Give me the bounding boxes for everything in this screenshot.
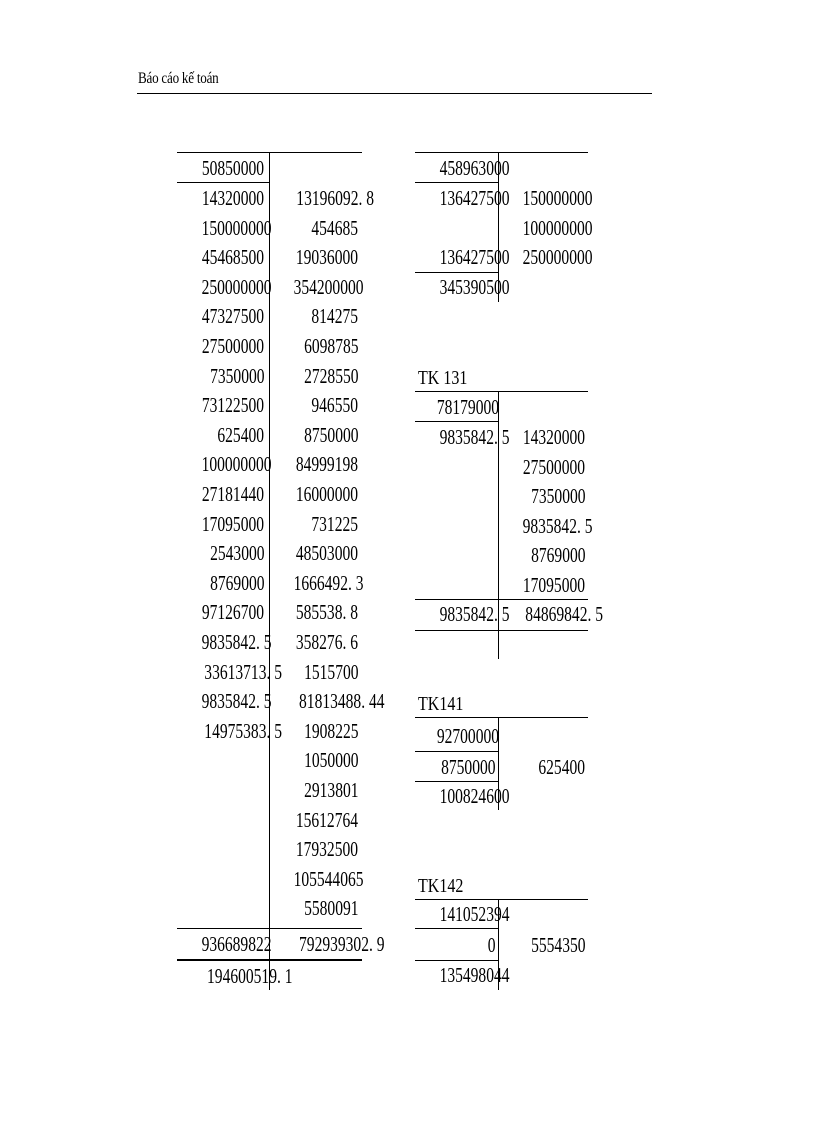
- table-row: [177, 539, 362, 569]
- tk141-debit-cell: 8750000: [440, 755, 495, 779]
- tk111-total-rule: [177, 928, 362, 929]
- table-row: [415, 423, 588, 453]
- tk141-opening-row: [415, 722, 588, 752]
- tk111-credit-cell: 13196092. 8: [296, 186, 374, 210]
- tk131-total-bottom-rule: [415, 630, 588, 631]
- tk142-closing-debit: 135498044: [439, 963, 510, 987]
- tk111-credit-cell: 15612764: [295, 807, 358, 832]
- table-row: [415, 184, 593, 214]
- table-row: [177, 746, 362, 776]
- tk111-credit-cell: 6098785: [303, 334, 358, 358]
- tk111-debit-cell: 14975383. 5: [204, 718, 282, 743]
- tk142-title: TK142: [418, 875, 464, 897]
- tk111-total-row: [177, 930, 385, 960]
- tk131-total-debit: 9835842. 5: [439, 602, 510, 626]
- tk131-credit-cell: 8769000: [530, 543, 585, 568]
- table-row: [415, 753, 588, 783]
- table-row: [177, 717, 362, 747]
- tk141-closing-row: [415, 782, 588, 812]
- table-row: [177, 302, 362, 332]
- tk112-credit-cell: 100000000: [522, 215, 593, 240]
- tk142-opening-debit: 141052394: [439, 902, 510, 926]
- tk131-top-rule: [415, 391, 588, 392]
- tk112-closing-row: [415, 273, 588, 303]
- table-row: [177, 421, 362, 451]
- tk131-total-row: [415, 600, 603, 630]
- tk111-credit-cell: 1908225: [303, 718, 358, 743]
- page-header-title: Báo cáo kế toán: [138, 70, 219, 87]
- tk131-total-credit: 84869842. 5: [525, 602, 603, 626]
- table-row: [177, 806, 362, 836]
- tk142-debit-cell: 0: [487, 933, 495, 957]
- table-row: [177, 273, 362, 303]
- tk112-opening-debit: 458963000: [439, 156, 510, 180]
- tk112-closing-debit: 345390500: [439, 275, 510, 299]
- tk111-debit-cell: 625400: [217, 422, 264, 447]
- tk112-total-row: [415, 243, 593, 273]
- tk112-top-rule: [415, 152, 588, 153]
- tk111-total-credit: 792939302. 9: [299, 932, 385, 956]
- tk112-total-debit: 136427500: [439, 245, 510, 270]
- tk111-closing-debit: 194600519. 1: [207, 964, 293, 988]
- tk131-opening-underline: [415, 421, 498, 422]
- tk111-debit-cell: 97126700: [201, 600, 264, 625]
- tk111-credit-cell: 2728550: [303, 363, 358, 388]
- tk112-opening-underline: [415, 182, 498, 183]
- tk142-opening-underline: [415, 928, 498, 929]
- tk111-debit-cell: 9835842. 5: [201, 689, 272, 714]
- tk111-debit-cell: 100000000: [201, 452, 272, 477]
- tk112-debit-cell: 136427500: [439, 186, 510, 210]
- tk111-credit-cell: 1666492. 3: [293, 570, 364, 595]
- tk111-debit-cell: 27500000: [201, 334, 264, 358]
- table-row: [177, 480, 362, 510]
- table-row: [177, 687, 385, 717]
- tk111-double-rule: [177, 959, 362, 961]
- tk111-credit-cell: 354200000: [293, 274, 364, 299]
- table-row: [177, 598, 362, 628]
- tk131-title: TK 131: [418, 367, 468, 389]
- tk111-credit-cell: 358276. 6: [295, 630, 358, 654]
- tk111-closing-row: [177, 962, 362, 992]
- tk111-debit-cell: 47327500: [201, 304, 264, 329]
- tk141-closing-debit: 100824600: [439, 784, 510, 808]
- tk112-opening-row: [415, 154, 588, 184]
- table-row: [177, 214, 362, 244]
- tk111-debit-cell: 8769000: [209, 570, 264, 595]
- table-row: [415, 453, 588, 483]
- header-rule: [137, 93, 652, 94]
- table-row: [177, 362, 362, 392]
- tk131-credit-cell: 17095000: [522, 573, 585, 597]
- table-row: [415, 512, 593, 542]
- table-row: [177, 835, 362, 865]
- tk111-opening-row: [177, 154, 362, 184]
- tk112-credit-cell: 150000000: [522, 186, 593, 210]
- table-row: [177, 450, 362, 480]
- tk131-opening-row: [415, 393, 588, 423]
- tk111-opening-underline: [177, 182, 269, 183]
- tk111-debit-cell: 45468500: [201, 245, 264, 270]
- tk142-closing-row: [415, 961, 588, 991]
- table-row: [177, 510, 362, 540]
- tk111-debit-cell: 7350000: [209, 363, 264, 388]
- tk111-debit-cell: 17095000: [201, 511, 264, 536]
- tk141-credit-cell: 625400: [538, 755, 585, 779]
- tk111-debit-cell: 150000000: [201, 215, 272, 240]
- tk111-credit-cell: 454685: [311, 215, 358, 240]
- table-row: [177, 776, 362, 806]
- table-row: [177, 391, 362, 421]
- tk111-credit-cell: 585538. 8: [295, 600, 358, 625]
- tk111-credit-cell: 946550: [311, 393, 358, 418]
- table-row: [415, 931, 588, 961]
- tk141-title: TK141: [418, 693, 464, 715]
- tk142-opening-row: [415, 900, 588, 930]
- table-row: [415, 571, 588, 601]
- tk111-credit-cell: 105544065: [293, 866, 364, 891]
- tk112-total-credit: 250000000: [522, 245, 593, 270]
- table-row: [415, 482, 588, 512]
- tk111-credit-cell: 5580091: [303, 896, 358, 921]
- tk111-credit-cell: 8750000: [303, 422, 358, 447]
- tk141-top-rule: [415, 717, 588, 718]
- tk111-total-debit: 936689822: [201, 932, 272, 956]
- tk111-credit-cell: 19036000: [295, 245, 358, 270]
- tk131-debit-cell: 9835842. 5: [439, 425, 510, 449]
- table-row: [177, 569, 362, 599]
- table-row: [177, 243, 362, 273]
- tk142-credit-cell: 5554350: [530, 933, 585, 957]
- tk111-debit-cell: 250000000: [201, 274, 272, 299]
- tk111-debit-cell: 33613713. 5: [204, 659, 282, 684]
- tk131-credit-cell: 27500000: [522, 454, 585, 479]
- table-row: [415, 541, 588, 571]
- tk131-credit-cell: 9835842. 5: [522, 513, 593, 538]
- tk111-opening-debit: 50850000: [201, 156, 264, 180]
- table-row: [177, 894, 362, 924]
- tk111-debit-cell: 14320000: [201, 186, 264, 210]
- tk111-credit-cell: 81813488. 44: [299, 689, 385, 714]
- table-row: [177, 184, 374, 214]
- tk141-opening-debit: 92700000: [436, 724, 499, 748]
- table-row: [177, 332, 362, 362]
- tk131-credit-cell: 7350000: [530, 484, 585, 509]
- tk111-credit-cell: 16000000: [295, 482, 358, 506]
- tk111-credit-cell: 48503000: [295, 541, 358, 566]
- tk141-opening-underline: [415, 751, 498, 752]
- tk111-credit-cell: 731225: [311, 511, 358, 536]
- tk111-debit-cell: 9835842. 5: [201, 630, 272, 654]
- table-row: [177, 658, 362, 688]
- table-row: [177, 865, 362, 895]
- tk111-credit-cell: 84999198: [295, 452, 358, 477]
- table-row: [177, 628, 362, 658]
- tk111-debit-cell: 2543000: [209, 541, 264, 566]
- tk131-opening-debit: 78179000: [436, 395, 499, 419]
- tk111-debit-cell: 73122500: [201, 393, 264, 418]
- tk111-credit-cell: 1515700: [303, 659, 358, 684]
- tk111-credit-cell: 1050000: [303, 748, 358, 773]
- tk131-credit-cell: 14320000: [522, 425, 585, 449]
- tk111-credit-cell: 814275: [311, 304, 358, 329]
- table-row: [415, 214, 593, 244]
- tk111-credit-cell: 2913801: [303, 778, 358, 802]
- tk111-debit-cell: 27181440: [201, 482, 264, 506]
- tk111-credit-cell: 17932500: [295, 837, 358, 862]
